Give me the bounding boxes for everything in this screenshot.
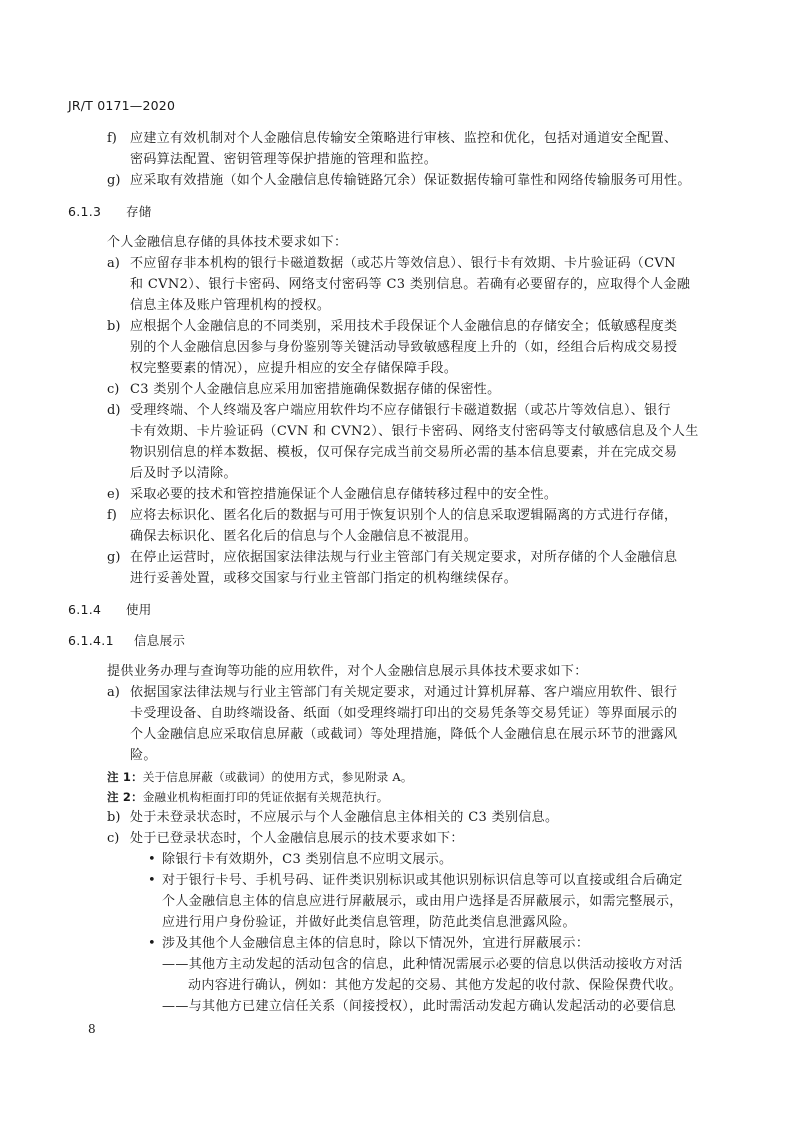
section-heading-6-1-4	[68, 602, 152, 618]
bullet-icon: •	[148, 873, 156, 888]
item-marker-b: b)	[107, 319, 121, 334]
item-d-line-1: 受理终端、个人终端及客户端应用软件均不应存储银行卡磁道数据（或芯片等效信息）、银行	[130, 403, 671, 418]
item-a-line-2: 卡受理设备、自助终端设备、纸面（如受理终端打印出的交易凭条等交易凭证）等界面展示的	[130, 706, 678, 721]
note-text: 关于信息屏蔽（或截词）的使用方式，参见附录 A。	[142, 770, 413, 784]
item-g-line-1: 应采取有效措施（如个人金融信息传输链路冗余）保证数据传输可靠性和网络传输服务可用性。	[130, 173, 691, 188]
item-marker-g: g)	[107, 173, 121, 188]
item-f-line-2: 确保去标识化、匿名化后的信息与个人金融信息不被混用。	[130, 529, 478, 544]
item-a-line-1: 依据国家法律法规与行业主管部门有关规定要求，对通过计算机屏幕、客户端应用软件、银行	[130, 685, 678, 700]
note-1	[107, 769, 413, 785]
section-title: 使用	[126, 602, 152, 617]
item-marker-f: f)	[107, 131, 117, 146]
bullet-icon: •	[148, 852, 156, 867]
item-marker-c: c)	[107, 382, 120, 397]
item-g-line-1: 在停止运营时，应依据国家法律法规与行业主管部门有关规定要求，对所存储的个人金融信息	[130, 550, 678, 565]
bullet-2-line-3: 应进行用户身份验证，并做好此类信息管理，防范此类信息泄露风险。	[162, 915, 576, 930]
dash-item-1-line-2: 动内容进行确认，例如：其他方发起的交易、其他方发起的收付款、保险保费代收。	[188, 978, 682, 993]
item-c-line-1: C3 类别个人金融信息应采用加密措施确保数据存储的保密性。	[130, 382, 501, 397]
item-b-line-2: 别的个人金融信息因参与身份鉴别等关键活动导致敏感程度上升的（如，经组合后构成交易授	[130, 340, 678, 355]
item-b-line-1: 处于未登录状态时，不应展示与个人金融信息主体相关的 C3 类别信息。	[130, 810, 559, 825]
item-e-line-1: 采取必要的技术和管控措施保证个人金融信息存储转移过程中的安全性。	[130, 487, 558, 502]
item-marker-f: f)	[107, 508, 117, 523]
page-number: 8	[88, 1022, 96, 1036]
section-number: 6.1.4	[68, 602, 102, 617]
item-d-line-2: 卡有效期、卡片验证码（CVN 和 CVN2）、银行卡密码、网络支付密码等支付敏感信息及个人生	[130, 424, 699, 439]
item-d-line-4: 后及时予以清除。	[130, 466, 237, 481]
item-a-line-3: 个人金融信息应采取信息屏蔽（或截词）等处理措施，降低个人金融信息在展示环节的泄露风	[130, 727, 678, 742]
item-a-line-2: 和 CVN2）、银行卡密码、网络支付密码等 C3 类别信息。若确有必要留存的，应取得个人金融	[130, 277, 691, 292]
item-marker-e: e)	[107, 487, 120, 502]
item-c-line-1: 处于已登录状态时，个人金融信息展示的技术要求如下：	[130, 831, 464, 846]
item-marker-a: a)	[107, 685, 120, 700]
note-text: 金融业机构柜面打印的凭证依据有关规范执行。	[142, 790, 389, 804]
bullet-3-line-1: 涉及其他个人金融信息主体的信息时，除以下情况外，宜进行屏蔽展示：	[162, 936, 590, 951]
item-marker-g: g)	[107, 550, 121, 565]
section-number: 6.1.3	[68, 204, 102, 219]
item-d-line-3: 物识别信息的样本数据、模板，仅可保存完成当前交易所必需的基本信息要素，并在完成交易	[130, 445, 678, 460]
dash-item-1-line-1: ——其他方主动发起的活动包含的信息，此种情况需展示必要的信息以供活动接收方对活	[162, 957, 683, 972]
note-2	[107, 789, 389, 805]
item-f-line-1: 应建立有效机制对个人金融信息传输安全策略进行审核、监控和优化，包括对通道安全配置、	[130, 131, 678, 146]
item-marker-a: a)	[107, 256, 120, 271]
item-marker-d: d)	[107, 403, 121, 418]
note-label: 注 1：	[107, 770, 143, 784]
section-heading-6-1-4-1	[68, 633, 185, 649]
section-number: 6.1.4.1	[68, 633, 114, 648]
section-intro: 提供业务办理与查询等功能的应用软件，对个人金融信息展示具体技术要求如下：	[107, 664, 588, 679]
item-a-line-3: 信息主体及账户管理机构的授权。	[130, 298, 331, 313]
bullet-2-line-1: 对于银行卡号、手机号码、证件类识别标识或其他识别标识信息等可以直接或组合后确定	[162, 873, 683, 888]
document-id: JR/T 0171—2020	[68, 98, 176, 113]
item-b-line-3: 权完整要素的情况），应提升相应的安全存储保障手段。	[130, 361, 458, 376]
section-title: 存储	[126, 204, 152, 219]
bullet-icon: •	[148, 936, 156, 951]
item-a-line-4: 险。	[130, 748, 157, 763]
section-intro: 个人金融信息存储的具体技术要求如下：	[107, 235, 348, 250]
item-g-line-2: 进行妥善处置，或移交国家与行业主管部门指定的机构继续保存。	[130, 571, 518, 586]
item-f-line-1: 应将去标识化、匿名化后的数据与可用于恢复识别个人的信息采取逻辑隔离的方式进行存储，	[130, 508, 678, 523]
bullet-2-line-2: 个人金融信息主体的信息应进行屏蔽展示，或由用户选择是否屏蔽展示，如需完整展示，	[162, 894, 683, 909]
item-f-line-2: 密码算法配置、密钥管理等保护措施的管理和监控。	[130, 152, 438, 167]
item-marker-c: c)	[107, 831, 120, 846]
note-label: 注 2：	[107, 790, 143, 804]
item-marker-b: b)	[107, 810, 121, 825]
item-b-line-1: 应根据个人金融信息的不同类别，采用技术手段保证个人金融信息的存储安全；低敏感程度类	[130, 319, 678, 334]
bullet-1-line-1: 除银行卡有效期外，C3 类别信息不应明文展示。	[162, 852, 453, 867]
item-a-line-1: 不应留存非本机构的银行卡磁道数据（或芯片等效信息）、银行卡有效期、卡片验证码（CVN	[130, 256, 676, 271]
section-title: 信息展示	[134, 633, 186, 648]
dash-item-2-line-1: ——与其他方已建立信任关系（间接授权），此时需活动发起方确认发起活动的必要信息	[162, 999, 677, 1014]
section-heading-6-1-3	[68, 204, 152, 220]
